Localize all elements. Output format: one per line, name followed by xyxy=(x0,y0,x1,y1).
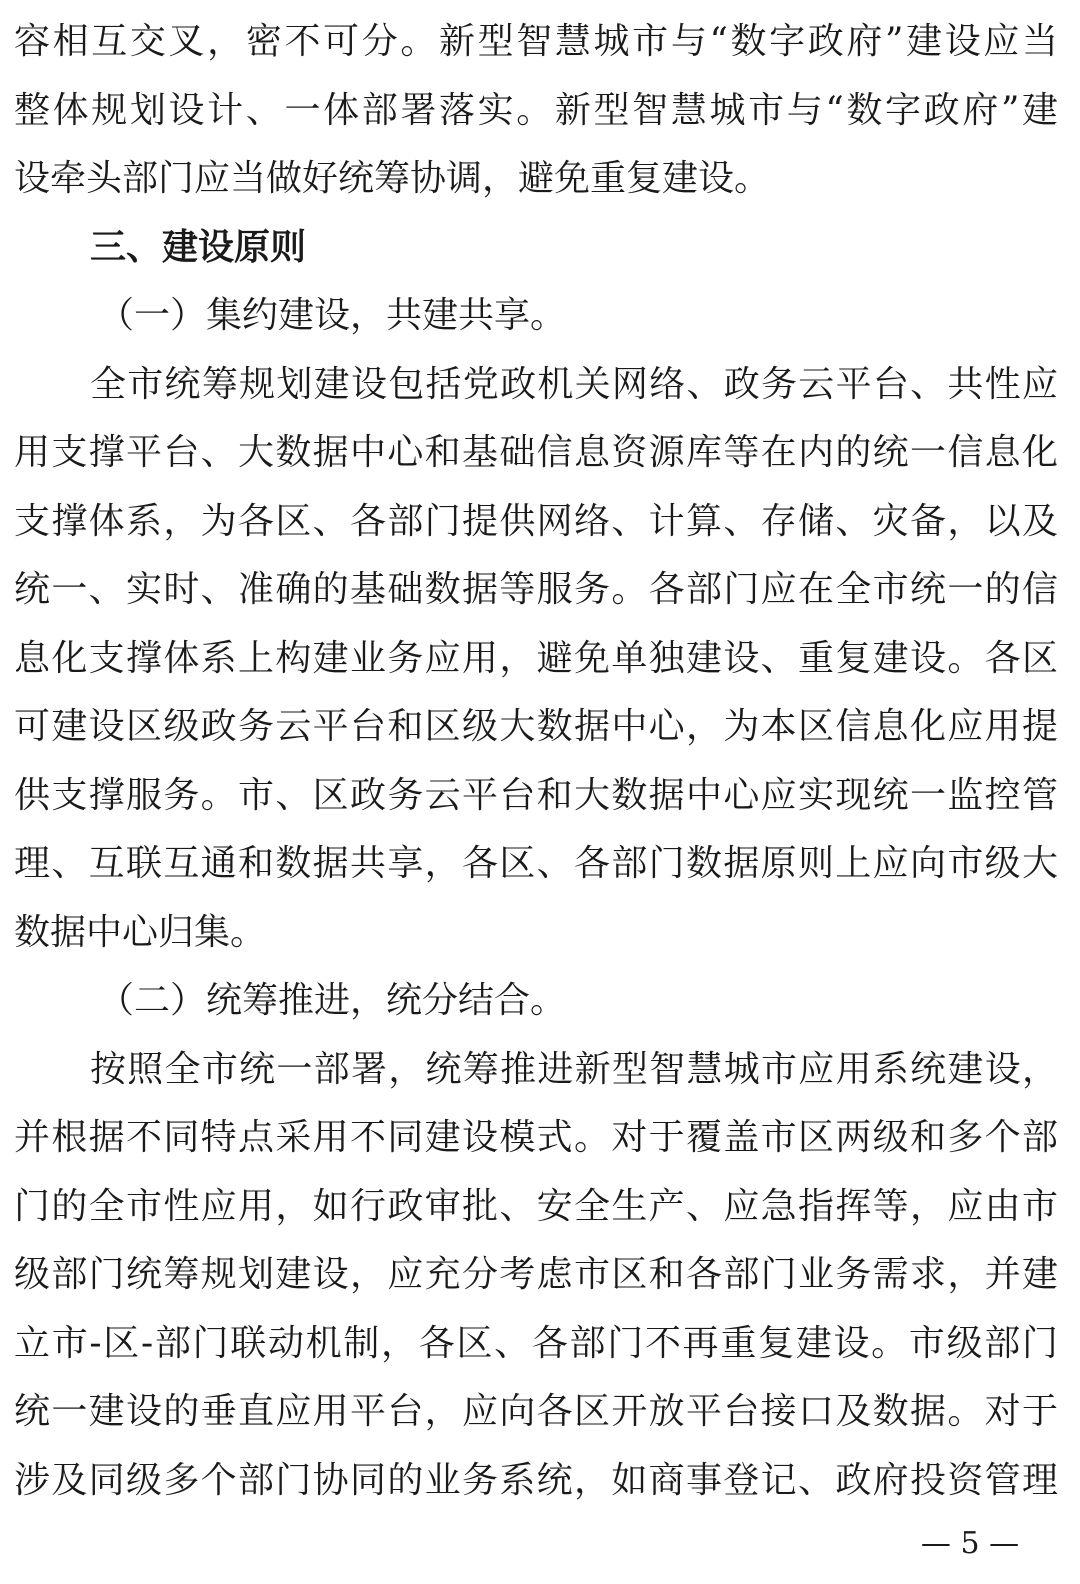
section-heading: 三、建设原则 xyxy=(90,226,307,268)
body-text-line: 设牵头部门应当做好统筹协调，避免重复建设。 xyxy=(14,158,771,199)
body-text-line: 理、互联互通和数据共享，各区、各部门数据原则上应向市级大 xyxy=(14,843,1058,884)
body-text-line: 涉及同级多个部门协同的业务系统，如商事登记、政府投资管理 xyxy=(14,1459,1058,1501)
body-text-line: 供支撑服务。市、区政务云平台和大数据中心应实现统一监控管 xyxy=(14,774,1058,816)
body-text-line: 用支撑平台、大数据中心和基础信息资源库等在内的统一信息化 xyxy=(14,432,1058,473)
body-text-line: 门的全市性应用，如行政审批、安全生产、应急指挥等，应由市 xyxy=(14,1185,1058,1227)
body-text-line: 数据中心归集。 xyxy=(14,911,267,953)
subsection-heading: （二）统筹推进，统分结合。 xyxy=(98,980,567,1021)
subsection-heading: （一）集约建设，共建共享。 xyxy=(98,295,567,336)
body-text-line: 全市统筹规划建设包括党政机关网络、政务云平台、共性应 xyxy=(90,363,1058,405)
body-text-line: 并根据不同特点采用不同建设模式。对于覆盖市区两级和多个部 xyxy=(14,1117,1058,1158)
body-text-line: 按照全市统一部署，统筹推进新型智慧城市应用系统建设， xyxy=(90,1048,1058,1090)
page-number: — 5 — xyxy=(920,1526,1020,1561)
body-text-line: 级部门统筹规划建设，应充分考虑市区和各部门业务需求，并建 xyxy=(14,1254,1058,1295)
body-text-line: 容相互交叉，密不可分。新型智慧城市与“数字政府”建设应当 xyxy=(14,21,1058,62)
body-text-line: 统一建设的垂直应用平台，应向各区开放平台接口及数据。对于 xyxy=(14,1391,1058,1432)
body-text-line: 可建设区级政务云平台和区级大数据中心，为本区信息化应用提 xyxy=(14,706,1058,747)
body-text-line: 支撑体系，为各区、各部门提供网络、计算、存储、灾备，以及 xyxy=(14,500,1058,542)
body-text-line: 统一、实时、准确的基础数据等服务。各部门应在全市统一的信 xyxy=(14,569,1058,610)
body-text-line: 立市-区-部门联动机制，各区、各部门不再重复建设。市级部门 xyxy=(14,1322,1058,1364)
body-text-line: 息化支撑体系上构建业务应用，避免单独建设、重复建设。各区 xyxy=(14,637,1058,679)
document-page xyxy=(14,8,1058,1515)
body-text-line: 整体规划设计、一体部署落实。新型智慧城市与“数字政府”建 xyxy=(14,89,1058,131)
